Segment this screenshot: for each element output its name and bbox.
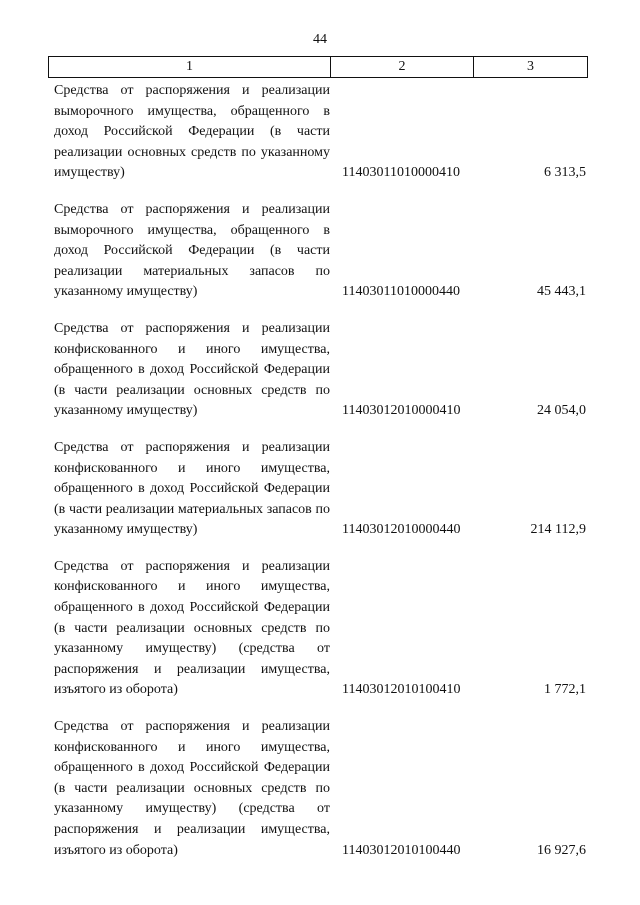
column-header-2: 2 — [331, 57, 474, 77]
table-header — [48, 56, 588, 78]
table-row — [54, 717, 586, 861]
row-code: 11403012010000440 — [342, 522, 461, 538]
row-description: Средства от распоряжения и реализации выморочного имущества, обращенного в доход Российской Федерации (в части реализации материальных запасов по указанному имуществу) — [54, 201, 330, 300]
row-amount: 16 927,6 — [537, 842, 586, 858]
row-code: 11403012010000410 — [342, 403, 461, 419]
column-header-1: 1 — [49, 57, 331, 77]
table-row — [54, 557, 586, 701]
column-header-3: 3 — [527, 59, 534, 74]
row-amount: 1 772,1 — [544, 682, 586, 698]
table-row — [54, 438, 586, 541]
row-description: Средства от распоряжения и реализации конфискованного и иного имущества, обращенного в доход Российской Федерации (в части реализации основных средств по указанному имуществу) (средства от распоряжения и реализации имущества, изъятого из оборота) — [54, 558, 330, 698]
row-amount: 24 054,0 — [537, 403, 586, 419]
row-description: Средства от распоряжения и реализации конфискованного и иного имущества, обращенного в доход Российской Федерации (в части реализации основных средств по указанному имуществу) (средства от распоряжения и реализации имущества, изъятого из оборота) — [54, 719, 330, 858]
row-description: Средства от распоряжения и реализации конфискованного и иного имущества, обращенного в доход Российской Федерации (в части реализации основных средств по указанному имуществу) — [54, 320, 330, 419]
row-description: Средства от распоряжения и реализации выморочного имущества, обращенного в доход Российской Федерации (в части реализации основных средств по указанному имуществу) — [54, 83, 330, 181]
row-code: 11403012010100440 — [342, 842, 461, 858]
row-code: 11403012010100410 — [342, 682, 461, 698]
row-amount: 214 112,9 — [530, 522, 586, 538]
row-description: Средства от распоряжения и реализации конфискованного и иного имущества, обращенного в доход Российской Федерации (в части реализации материальных запасов по указанному имуществу) — [54, 439, 330, 538]
row-code: 11403011010000410 — [342, 165, 460, 181]
row-amount: 45 443,1 — [537, 284, 586, 300]
page-number: 44 — [313, 32, 327, 47]
row-code: 11403011010000440 — [342, 284, 460, 300]
row-amount: 6 313,5 — [544, 165, 586, 181]
table-row — [54, 200, 586, 303]
table-row — [54, 319, 586, 422]
table-row — [54, 81, 586, 184]
table-body — [54, 81, 586, 877]
